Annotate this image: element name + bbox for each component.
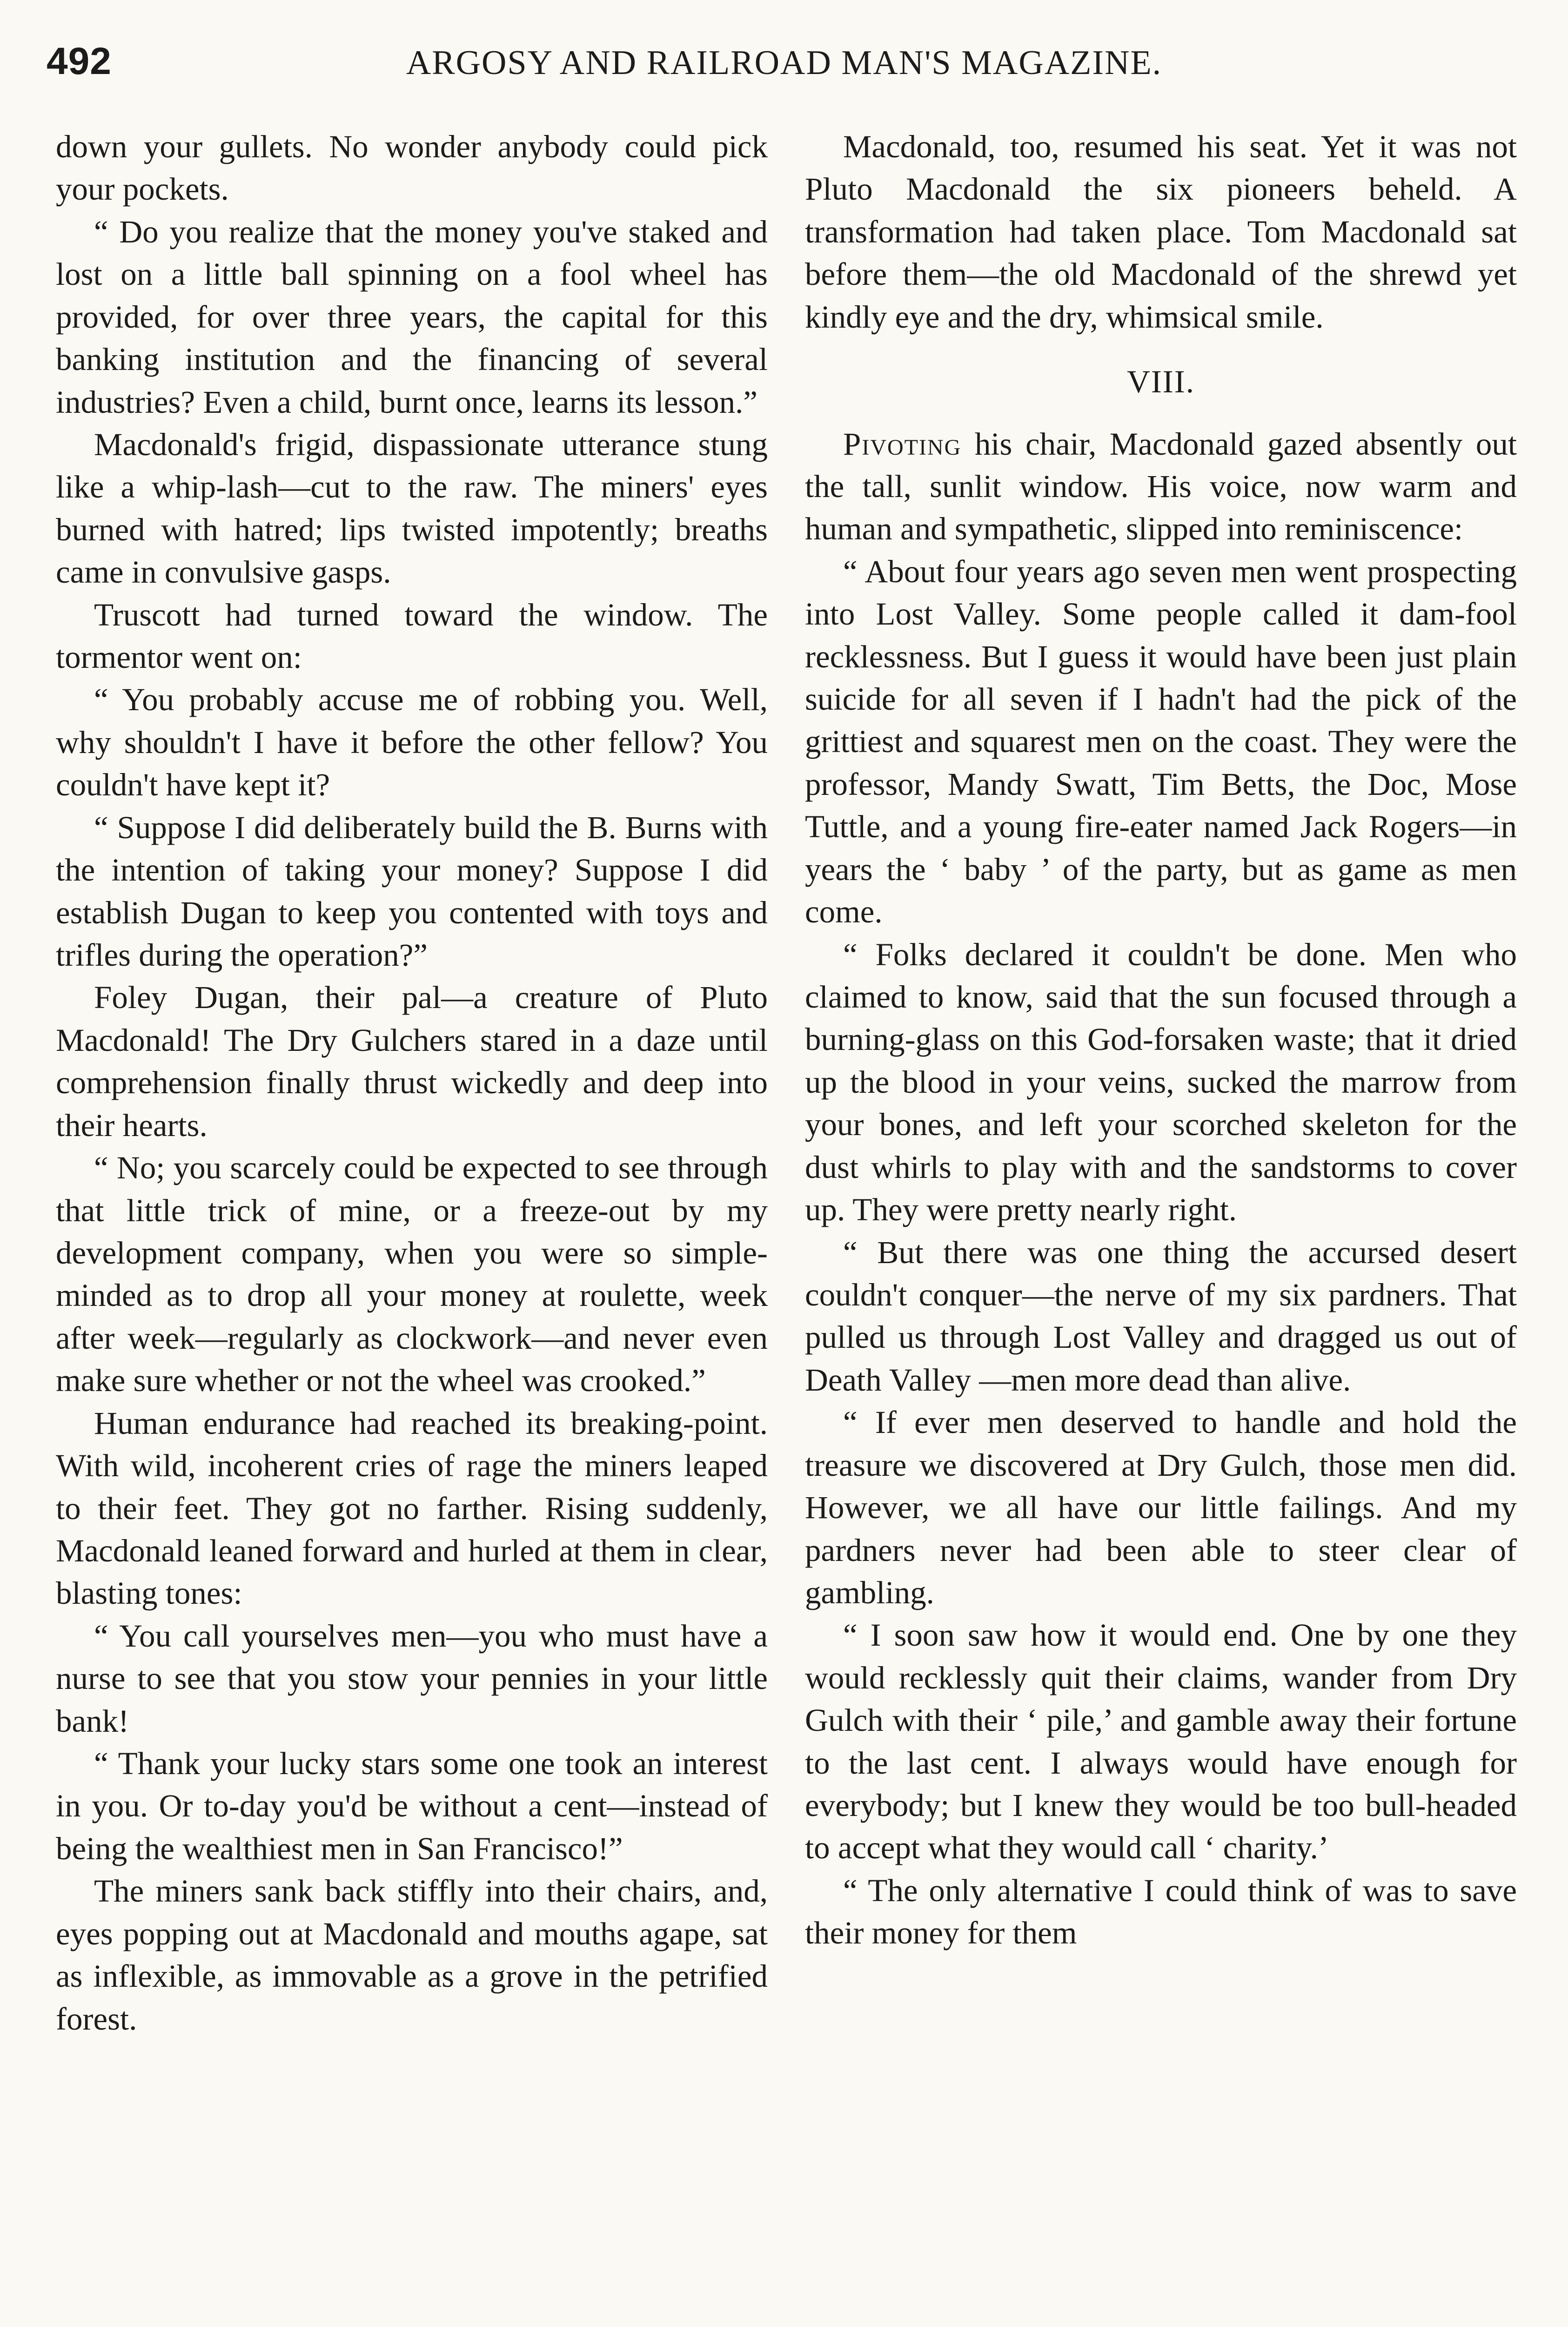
paragraph: “ But there was one thing the accursed desert couldn't conquer—the nerve of my six pardners. That pulled us through Lost Valley and dragged us out of Death Valley —men more dead than alive. xyxy=(805,1234,1517,1398)
paragraph: “ You probably accuse me of robbing you. Well, why shouldn't I have it before the other fellow? You couldn't have kept it? xyxy=(56,682,768,803)
lead-word: Pivoting xyxy=(843,426,962,462)
paragraph: “ Do you realize that the money you've staked and lost on a little ball spinning on a fool wheel has provided, for over three years, the capital for this banking institution and the financing of several industries? Even a child, burnt once, learns its lesson.” xyxy=(56,214,768,420)
paragraph: Macdonald's frigid, dispassionate utterance stung like a whip-lash—cut to the raw. The miners' eyes burned with hatred; lips twisted impotently; breaths came in convulsive gasps. xyxy=(56,426,768,590)
paragraph xyxy=(805,423,1517,551)
paragraph: “ If ever men deserved to handle and hold the treasure we discovered at Dry Gulch, those men did. However, we all have our little failings. And my pardners never had been able to steer clear of gambling. xyxy=(805,1405,1517,1610)
paragraph: “ Thank your lucky stars some one took an interest in you. Or to-day you'd be without a cent—instead of being the wealthiest men in San Francisco!” xyxy=(56,1746,768,1866)
paragraph: “ Suppose I did deliberately build the B. Burns with the intention of taking your money? Suppose I did establish Dugan to keep you contented with toys and trifles during the operation?” xyxy=(56,809,768,973)
right-column xyxy=(805,126,1517,2327)
paragraph: down your gullets. No wonder anybody could pick your pockets. xyxy=(56,129,768,207)
page-header xyxy=(47,40,1521,91)
paragraph: “ Folks declared it couldn't be done. Men who claimed to know, said that the sun focused through a burning-glass on this God-forsaken waste; that it dried up the blood in your veins, sucked the marrow from your bones, and left your scorched skeleton for the dust whirls to play with and the sandstorms to cover up. They were pretty nearly right. xyxy=(805,936,1517,1228)
page-number: 492 xyxy=(47,40,112,82)
section-heading: VIII. xyxy=(1126,364,1195,400)
left-column xyxy=(56,126,768,2327)
paragraph: “ I soon saw how it would end. One by one they would recklessly quit their claims, wander from Dry Gulch with their ‘ pile,’ and gamble away their fortune to the last cent. I always would have enough for everybody; but I knew they would be too bull-headed to accept what they would call ‘ charity.’ xyxy=(805,1617,1517,1866)
paragraph: The miners sank back stiffly into their chairs, and, eyes popping out at Macdonald and mouths agape, sat as inflexible, as immovable as a grove in the petrified forest. xyxy=(56,1873,768,2037)
paragraph-text: his chair, Macdonald gazed absently out the tall, sunlit window. His voice, now warm and human and sympathetic, slipped into reminiscence: xyxy=(805,426,1517,547)
paragraph: “ No; you scarcely could be expected to see through that little trick of mine, or a freeze-out by my development company, when you were so simple-minded as to drop all your money at roulette, week after week—regularly as clockwork—and never even make sure whether or not the wheel was crooked.” xyxy=(56,1150,768,1399)
running-title: ARGOSY AND RAILROAD MAN'S MAGAZINE. xyxy=(406,44,1162,82)
paragraph: “ The only alternative I could think of was to save their money for them xyxy=(805,1872,1517,1951)
paragraph: “ About four years ago seven men went prospecting into Lost Valley. Some people called it dam-fool recklessness. But I guess it would have been just plain suicide for all seven if I hadn't had the pick of the grittiest and squarest men on the coast. They were the professor, Mandy Swatt, Tim Betts, the Doc, Mose Tuttle, and a young fire-eater named Jack Rogers—in years the ‘ baby ’ of the party, but as game as men come. xyxy=(805,553,1517,930)
paragraph: Foley Dugan, their pal—a creature of Pluto Macdonald! The Dry Gulchers stared in a daze until comprehension finally thrust wickedly and deep into their hearts. xyxy=(56,980,768,1143)
paragraph: Macdonald, too, resumed his seat. Yet it was not Pluto Macdonald the six pioneers beheld. A transformation had taken place. Tom Macdonald sat before them—the old Macdonald of the shrewd yet kindly eye and the dry, whimsical smile. xyxy=(805,129,1517,335)
paragraph: Human endurance had reached its breaking-point. With wild, incoherent cries of rage the miners leaped to their feet. They got no farther. Rising suddenly, Macdonald leaned forward and hurled at them in clear, blasting tones: xyxy=(56,1405,768,1611)
paragraph: “ You call yourselves men—you who must have a nurse to see that you stow your pennies in your little bank! xyxy=(56,1618,768,1739)
paragraph: Truscott had turned toward the window. The tormentor went on: xyxy=(56,597,768,675)
